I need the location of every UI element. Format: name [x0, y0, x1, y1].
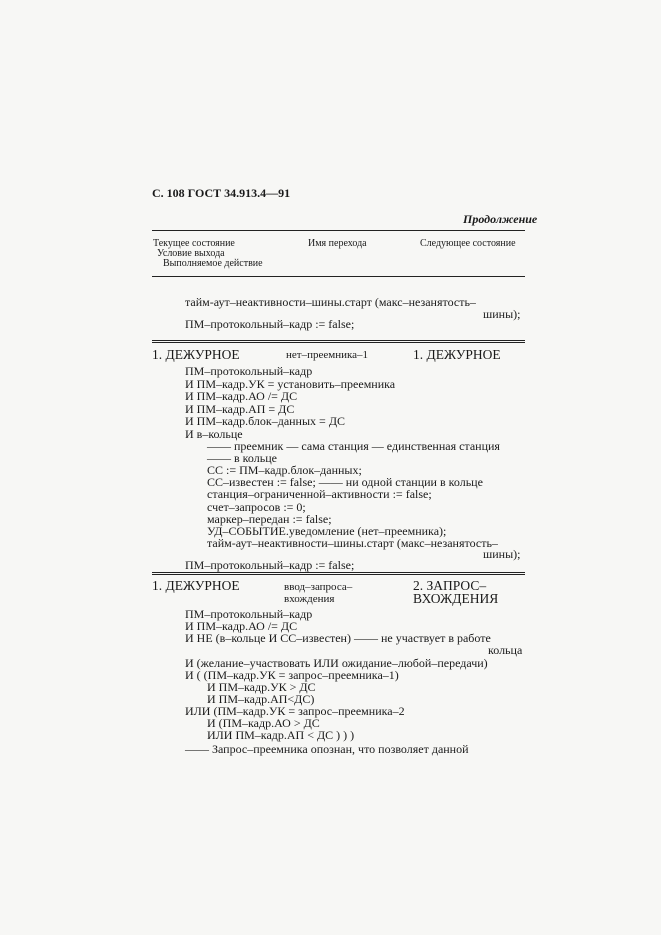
comment-line: —— преемник — сама станция — единственная станция [207, 439, 500, 453]
page-label: С. 108 ГОСТ 34.913.4—91 [152, 186, 291, 200]
text-line: СС := ПМ–кадр.блок–данных; [207, 463, 362, 477]
text-line: ПМ–протокольный–кадр := false; [185, 558, 355, 572]
text-line: И ( (ПМ–кадр.УК = запрос–преемника–1) [185, 668, 399, 682]
text-line: И (ПМ–кадр.АО > ДС [207, 716, 320, 730]
header-action: Выполняемое действие [163, 258, 263, 269]
text-line: И ПМ–кадр.АО /= ДС [185, 619, 298, 633]
state-current: 1. ДЕЖУРНОЕ [152, 578, 240, 593]
text-line: ИЛИ ПМ–кадр.АП < ДС ) ) ) [207, 728, 355, 742]
text-line: И ПМ–кадр.УК = установить–преемника [185, 377, 396, 391]
section-rule [152, 340, 525, 343]
text-line: СС–известен := false; —— ни одной станции в кольце [207, 475, 483, 489]
transition-name: нет–преемника–1 [286, 349, 369, 361]
state-current: 1. ДЕЖУРНОЕ [152, 347, 240, 362]
text-line: тайм-аут–неактивности–шины.старт (макс–незанятость– [185, 295, 476, 309]
header-next-state: Следующее состояние [420, 238, 516, 249]
table-header-rule [152, 276, 525, 277]
header-exit-condition: Условие выхода [157, 248, 225, 259]
text-line: И (желание–участвовать ИЛИ ожидание–любой–передачи) [185, 656, 488, 670]
text-line: И в–кольце [185, 427, 243, 441]
text-line: станция–ограниченной–активности := false; [207, 487, 432, 501]
text-line: шины); [483, 547, 521, 561]
text-line: УД–СОБЫТИЕ.уведомление (нет–преемника); [207, 524, 447, 538]
state-next: 2. ЗАПРОС– [413, 578, 487, 593]
text-line: И ПМ–кадр.АП = ДС [185, 402, 295, 416]
comment-line: —— в кольце [207, 451, 277, 465]
text-line: И ПМ–кадр.АП<ДС) [207, 692, 315, 706]
text-line: И ПМ–кадр.блок–данных = ДС [185, 414, 346, 428]
text-line: ПМ–протокольный–кадр [185, 607, 313, 621]
comment-line: —— Запрос–преемника опознан, что позволяет данной [185, 742, 469, 756]
section-rule [152, 572, 525, 575]
header-current-state: Текущее состояние [153, 238, 235, 249]
state-next: ВХОЖДЕНИЯ [413, 591, 499, 606]
header-transition-name: Имя перехода [308, 238, 367, 249]
text-line: счет–запросов := 0; [207, 500, 306, 514]
transition-name: вхождения [284, 593, 335, 605]
text-line: И НЕ (в–кольце И СС–известен) —— не участвует в работе [185, 631, 491, 645]
text-line: ИЛИ (ПМ–кадр.УК = запрос–преемника–2 [185, 704, 405, 718]
continuation-label: Продолжение [463, 212, 538, 226]
text-line: маркер–передан := false; [207, 512, 332, 526]
state-next: 1. ДЕЖУРНОЕ [413, 347, 501, 362]
text-line: И ПМ–кадр.АО /= ДС [185, 389, 298, 403]
text-line: тайм-аут–неактивности–шины.старт (макс–незанятость– [207, 536, 498, 550]
table-top-rule [152, 230, 525, 231]
text-line: кольца [488, 643, 523, 657]
text-line: шины); [483, 307, 521, 321]
transition-name: ввод–запроса– [284, 581, 353, 593]
text-line: И ПМ–кадр.УК > ДС [207, 680, 316, 694]
text-line: ПМ–протокольный–кадр := false; [185, 317, 355, 331]
text-line: ПМ–протокольный–кадр [185, 364, 313, 378]
